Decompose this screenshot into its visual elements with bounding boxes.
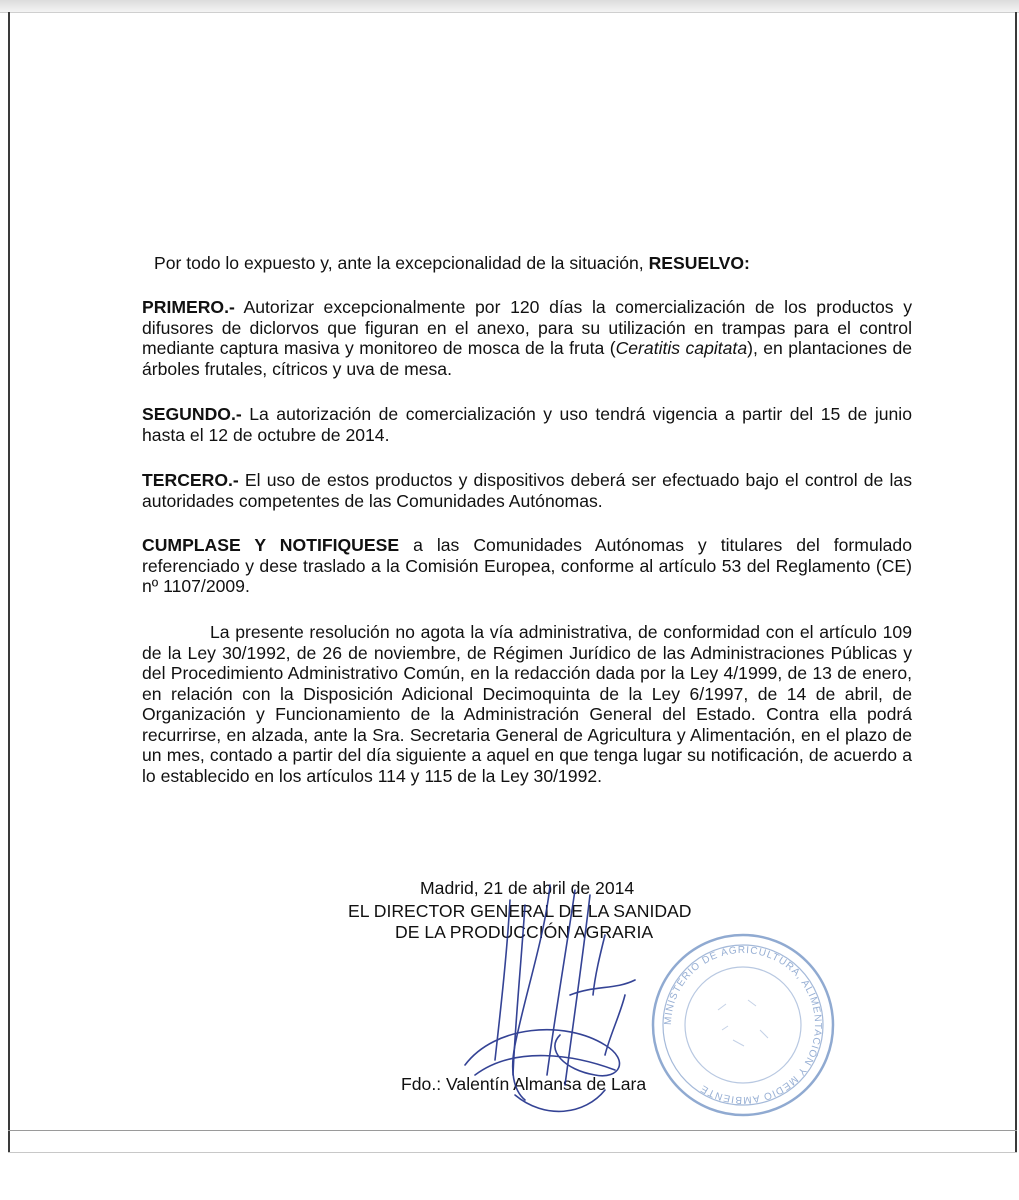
cumplase-paragraph xyxy=(142,535,912,597)
cumplase-label: CUMPLASE Y NOTIFIQUESE xyxy=(142,535,400,555)
presente-paragraph: La presente resolución no agota la vía administrativa, de conformidad con el artículo 109 de la Ley 30/1992, de 26 de noviembre, de Régimen Jurídico de las Administraciones Públicas y del Procedimiento Administrativo Común, en la redacción dada por la Ley 4/1999, de 13 de enero, en relación con la Disposición Adicional Decimoquinta de la Ley 6/1997, de 14 de abril, de Organización y Funcionamiento de la Administración General del Estado. Contra ella podrá recurrirse, en alzada, ante la Sra. Secretaria General de Agricultura y Alimentación, en el plazo de un mes, contado a partir del día siguiente a aquel en que tenga lugar su notificación, de acuerdo a lo establecido en los artículos 114 y 115 de la Ley 30/1992. xyxy=(142,622,912,786)
primero-paragraph xyxy=(142,297,912,379)
svg-text:MINISTERIO DE AGRICULTURA, ALI: MINISTERIO DE AGRICULTURA, ALIMENTACIÓN Y MEDIO AMBIENTE xyxy=(662,944,824,1106)
signature-date: Madrid, 21 de abril de 2014 xyxy=(420,878,635,898)
cumplase-text: a las Comunidades Autónomas y titulares del formulado referenciado y dese traslado a la Comisión Europea, conforme al artículo 53 del Reglamento (CE) nº 1107/2009. xyxy=(142,535,912,596)
page-bottom-rule xyxy=(8,1130,1017,1131)
page-right-border xyxy=(1015,12,1017,1152)
resuelvo-keyword: RESUELVO: xyxy=(648,253,750,273)
primero-text-after: ), en plantaciones de árboles frutales, cítricos y uva de mesa. xyxy=(142,338,913,379)
scan-top-edge xyxy=(0,0,1019,13)
official-stamp xyxy=(648,930,838,1120)
page-left-border xyxy=(8,12,10,1152)
tercero-paragraph xyxy=(142,470,912,511)
primero-label: PRIMERO.- xyxy=(142,297,235,317)
signatory-title-line1: EL DIRECTOR GENERAL DE LA SANIDAD xyxy=(348,901,692,921)
primero-text-before: Autorizar excepcionalmente por 120 días la comercialización de los productos y difusores de diclorvos que figuran en el anexo, para su utilización en trampas para el control mediante captura masiva y monitoreo de mosca de la fruta ( xyxy=(142,297,912,358)
intro-text: Por todo lo expuesto y, ante la excepcionalidad de la situación, xyxy=(154,253,644,273)
segundo-label: SEGUNDO.- xyxy=(142,404,242,424)
signatory-title-line2: DE LA PRODUCCIÓN AGRARIA xyxy=(395,922,654,942)
primero-species: Ceratitis capitata xyxy=(615,338,748,358)
page-bottom-rule-2 xyxy=(8,1152,1017,1153)
segundo-paragraph xyxy=(142,404,912,445)
handwritten-signature xyxy=(455,875,675,1125)
signed-by: Fdo.: Valentín Almansa de Lara xyxy=(401,1074,647,1094)
segundo-text: La autorización de comercialización y uso tendrá vigencia a partir del 15 de junio hasta el 12 de octubre de 2014. xyxy=(142,404,912,445)
tercero-label: TERCERO.- xyxy=(142,470,239,490)
tercero-text: El uso de estos productos y dispositivos deberá ser efectuado bajo el control de las autoridades competentes de las Comunidades Autónomas. xyxy=(142,470,912,511)
intro-paragraph xyxy=(154,253,914,274)
